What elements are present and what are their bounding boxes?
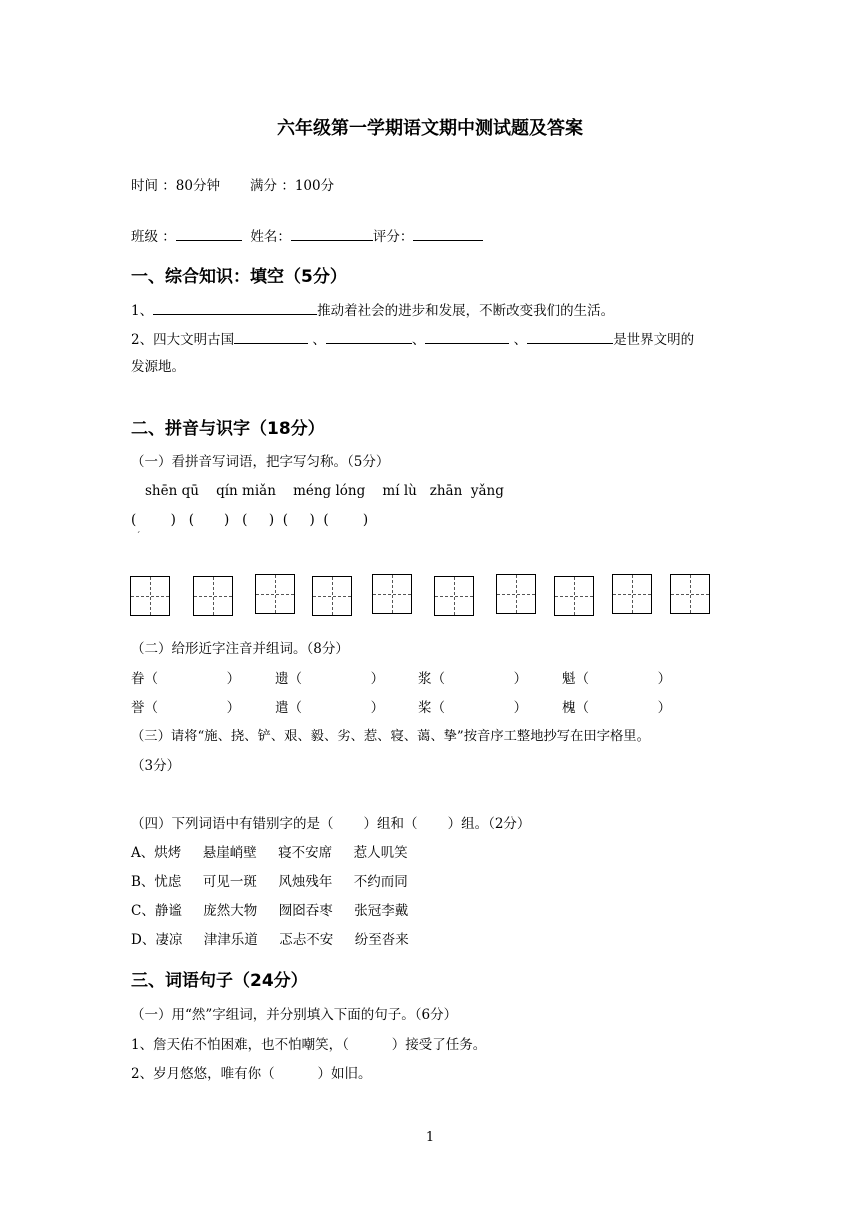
tianzige-box[interactable] [255,574,295,614]
q1-prefix: 1、 [131,303,154,319]
char-item: 魁（ [562,671,589,687]
s2-part-4-title: （四）下列词语中有错别字的是（ ）组和（ ）组。（2分） [131,816,531,832]
score-text: 满分 ：100分 [250,178,335,194]
char-item: 誉（ [131,700,158,716]
class-blank[interactable] [176,226,242,241]
time-text: 时间 ：80分钟 [131,178,220,194]
q2-blank-1[interactable] [234,329,308,344]
char-item: 遣（ [275,700,302,716]
tianzige-box[interactable] [130,576,170,616]
tianzige-box[interactable] [434,576,474,616]
q2-blank-4[interactable] [527,329,613,344]
s2-part-2-title: （二）给形近字注音并组词。（8分） [131,641,349,657]
student-info [131,226,483,246]
tianzige-box[interactable] [554,576,594,616]
q2-suffix: 是世界文明的 [613,332,695,348]
tianzige-box[interactable] [193,576,233,616]
tianzige-box[interactable] [612,574,652,614]
q2-blank-2[interactable] [326,329,412,344]
option-b: B、忧虑 可见一斑 风烛残年 不约而同 [131,874,408,890]
q2-blank-3[interactable] [425,329,509,344]
exam-meta [131,177,334,195]
tianzige-box[interactable] [496,574,536,614]
grade-label: 评分： [372,229,414,245]
option-a: A、烘烤 悬崖峭壁 寝不安席 惹人叽笑 [131,845,408,861]
pinyin-row: shēn qū qín miǎn méng lóng mí lù zhān yǎng [145,483,504,499]
char-item: 浆（ [418,671,445,687]
section-2-heading: 二、拼音与识字（18分） [131,419,325,439]
s3-sentence-2: 2、岁月悠悠，唯有你（ ）如旧。 [131,1066,372,1082]
s3-part-1-title: （一）用“然”字组词，并分别填入下面的句子。（6分） [131,1007,458,1023]
s1-question-2 [131,329,694,349]
q1-blank[interactable] [153,300,317,315]
q1-text: 推动着社会的进步和发展，不断改变我们的生活。 [317,303,615,319]
char-item: 眷（ [131,671,158,687]
page-title: 六年级第一学期语文期中测试题及答案 [277,118,583,139]
tianzige-box[interactable] [312,576,352,616]
s1-question-1 [131,300,614,320]
s1-question-2-cont: 发源地。 [131,359,185,375]
s2-part-3-points: （3分） [131,758,181,774]
name-blank[interactable] [291,226,373,241]
section-1-heading: 一、综合知识：填空（5分） [131,267,347,287]
q2-prefix: 2、四大文明古国 [131,332,235,348]
s2-part-1-title: （一）看拼音写词语，把字写匀称。（5分） [131,454,390,470]
tianzige-grid [130,574,720,618]
class-label: 班级 ： [131,229,176,245]
tianzige-box[interactable] [372,574,412,614]
grade-blank[interactable] [413,226,483,241]
option-c: C、静谧 庞然大物 囫囵吞枣 张冠李戴 [131,903,409,919]
option-d: D、凄凉 津津乐道 忑忐不安 纷至沓来 [131,932,409,948]
tianzige-box[interactable] [670,574,710,614]
q2-sep-1: 、 [308,332,326,348]
section-3-heading: 三、词语句子（24分） [131,971,308,991]
char-item: 遗（ [275,671,302,687]
stray-mark: ˊ [136,532,141,542]
s3-sentence-1: 1、詹天佑不怕困难，也不怕嘲笑，（ ）接受了任务。 [131,1037,487,1053]
q2-sep-3: 、 [509,332,528,348]
page-number: 1 [425,1130,435,1145]
char-item: 桨（ [418,700,445,716]
char-item: 槐（ [562,700,589,716]
q2-sep-2: 、 [411,332,426,348]
s2-part-3-title: （三）请将“施、挠、铲、艰、毅、劣、惹、寝、蔼、挚”按音序工整地抄写在田字格里。 [131,729,650,744]
answer-parens-row: ( ) ( ) ( ) ( ) ( ) [131,512,369,528]
name-label: 姓名： [250,229,291,245]
